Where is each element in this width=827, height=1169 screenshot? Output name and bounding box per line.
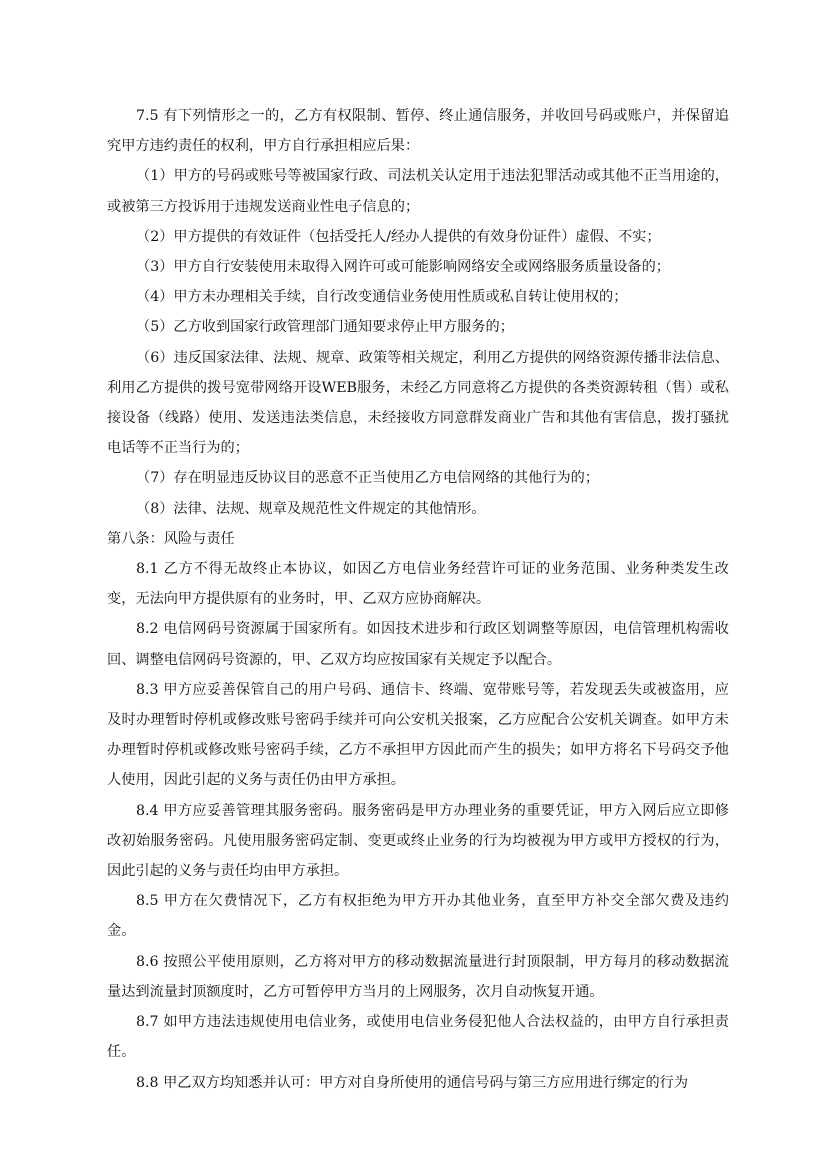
clause-8-8: 8.8 甲乙双方均知悉并认可：甲方对自身所使用的通信号码与第三方应用进行绑定的行为 — [136, 1074, 689, 1091]
clause-7-5-item-3: （3）甲方自行安装使用未取得入网许可或可能影响网络安全或网络服务质量设备的； — [136, 259, 670, 276]
clause-8-2: 8.2 电信网码号资源属于国家所有。如因技术进步和行政区划调整等原因，电信管理机构需收回、调整电信网码号资源的，甲、乙双方均应按国家有关规定予以配合。 — [107, 621, 729, 668]
clause-7-5-item-5: （5）乙方收到国家行政管理部门通知要求停止甲方服务的； — [136, 319, 514, 336]
document-page — [107, 101, 729, 1098]
clause-7-5-item-4: （4）甲方未办理相关手续，自行改变通信业务使用性质或私自转让使用权的； — [136, 289, 628, 306]
clause-8-7: 8.7 如甲方违法违规使用电信业务，或使用电信业务侵犯他人合法权益的，由甲方自行承担责任。 — [107, 1014, 729, 1061]
clause-8-1: 8.1 乙方不得无故终止本协议，如因乙方电信业务经营许可证的业务范围、业务种类发生改变，无法向甲方提供原有的业务时，甲、乙双方应协商解决。 — [107, 561, 729, 608]
clause-8-6: 8.6 按照公平使用原则，乙方将对甲方的移动数据流量进行封顶限制，甲方每月的移动数据流量达到流量封顶额度时，乙方可暂停甲方当月的上网服务，次月自动恢复开通。 — [107, 953, 729, 1000]
clause-8-4: 8.4 甲方应妥善管理其服务密码。服务密码是甲方办理业务的重要凭证，甲方入网后应立即修改初始服务密码。凡使用服务密码定制、变更或终止业务的行为均被视为甲方或甲方授权的行为，因此引起的义务与责任均由甲方承担。 — [107, 802, 729, 880]
clause-7-5-item-6: （6）违反国家法律、法规、规章、政策等相关规定，利用乙方提供的网络资源传播非法信息、利用乙方提供的拨号宽带网络开设WEB服务，未经乙方同意将乙方提供的各类资源转租（售）或私接设备（线路）使用、发送违法类信息，未经接收方同意群发商业广告和其他有害信息，拨打骚扰电话等不正当行为的； — [107, 349, 729, 457]
clause-8-5: 8.5 甲方在欠费情况下，乙方有权拒绝为甲方开办其他业务，直至甲方补交全部欠费及违约金。 — [107, 893, 729, 940]
clause-8-3: 8.3 甲方应妥善保管自己的用户号码、通信卡、终端、宽带账号等，若发现丢失或被盗用，应及时办理暂时停机或修改账号密码手续并可向公安机关报案，乙方应配合公安机关调查。如甲方未办理暂时停机或修改账号密码手续，乙方不承担甲方因此而产生的损失；如甲方将名下号码交予他人使用，因此引起的义务与责任仍由甲方承担。 — [107, 681, 729, 789]
clause-7-5: 7.5 有下列情形之一的，乙方有权限制、暂停、终止通信服务，并收回号码或账户，并保留追究甲方违约责任的权利，甲方自行承担相应后果： — [107, 108, 729, 155]
clause-7-5-item-7: （7）存在明显违反协议目的恶意不正当使用乙方电信网络的其他行为的； — [136, 470, 600, 487]
clause-7-5-item-8: （8）法律、法规、规章及规范性文件规定的其他情形。 — [136, 500, 486, 517]
clause-7-5-item-2: （2）甲方提供的有效证件（包括受托人/经办人提供的有效身份证件）虚假、不实； — [136, 228, 661, 245]
section-heading-article-8: 第八条：风险与责任 — [107, 530, 235, 547]
clause-7-5-item-1: （1）甲方的号码或账号等被国家行政、司法机关认定用于违法犯罪活动或其他不正当用途的，或被第三方投诉用于违规发送商业性电子信息的； — [107, 168, 729, 215]
